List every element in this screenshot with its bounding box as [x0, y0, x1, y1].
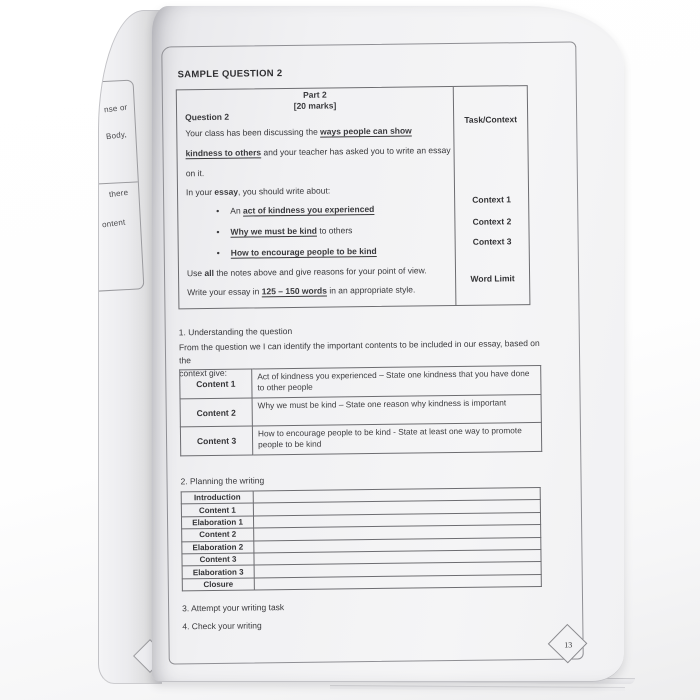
question-line: Your class has been discussing the ways people can show: [185, 125, 412, 138]
bullet-item: • Why we must be kind to others: [186, 219, 446, 243]
question-table: [176, 85, 531, 309]
question-cell: [177, 87, 457, 308]
content-text-cell: How to encourage people to be kind - State at least one way to promote people to be kind: [252, 422, 541, 455]
left-page-text-fragment: Body,: [105, 129, 128, 142]
bullet-item: • How to encourage people to be kind: [187, 240, 447, 264]
bullet-item: • An act of kindness you experienced: [186, 198, 446, 222]
word-limit-line: Write your essay in 125 – 150 words in an appropriate style.: [187, 284, 416, 298]
planning-table: [181, 487, 542, 592]
table-row: [180, 422, 541, 455]
step-3-line: 3. Attempt your writing task: [182, 602, 285, 614]
page-number-diamond: [548, 624, 588, 664]
contents-table: [179, 365, 542, 456]
left-page-text-fragment: nse or: [103, 102, 128, 115]
content-text-cell: Why we must be kind – State one reason why kindness is important: [252, 394, 541, 426]
content-label-cell: Content 1: [180, 369, 252, 399]
left-page-text-fragment: there: [108, 187, 129, 200]
page-stack-edge: [330, 685, 625, 691]
planning-label-cell: Content 3: [182, 553, 254, 566]
marks-label: [20 marks]: [293, 99, 337, 111]
book-page: [152, 6, 624, 682]
label-context-1: Context 1: [472, 194, 512, 205]
label-task-context: Task/Context: [464, 114, 518, 125]
page-heading: SAMPLE QUESTION 2: [177, 68, 283, 81]
table-row: [180, 394, 541, 426]
step-4-line: 4. Check your writing: [182, 620, 262, 632]
left-page-table-row-line: [98, 181, 138, 185]
planning-label-cell: Introduction: [181, 491, 253, 504]
question-line: on it.: [185, 167, 205, 178]
planning-label-cell: Elaboration 1: [181, 516, 253, 529]
question-bullet-list: [186, 198, 447, 264]
page-number: 13: [564, 640, 573, 650]
content-label-cell: Content 2: [180, 398, 252, 427]
section-1-title: 1. Understanding the question: [178, 325, 293, 338]
planning-blank-cell: [254, 574, 541, 590]
content-text-cell: Act of kindness you experienced – State one kindness that you have done to other people: [252, 365, 541, 398]
content-label-cell: Content 3: [180, 426, 252, 456]
question-intro-paragraph: [185, 120, 451, 183]
planning-label-cell: Closure: [182, 578, 254, 591]
planning-label-cell: Elaboration 2: [182, 541, 254, 554]
planning-label-cell: Content 1: [181, 503, 253, 516]
description-line: context give:: [179, 367, 228, 379]
notes-instruction-line: Use all the notes above and give reasons for your point of view.: [186, 265, 427, 279]
section-2-title: 2. Planning the writing: [180, 475, 265, 487]
planning-label-cell: Elaboration 3: [182, 565, 254, 578]
description-line: From the question we I can identify the important contents to be included in our essay, based on the: [178, 337, 540, 366]
label-context-2: Context 2: [472, 216, 512, 227]
page-border-frame: [161, 41, 584, 664]
left-page-text-fragment: ontent: [101, 217, 126, 230]
essay-instruction-line: In your essay, you should write about:: [185, 185, 331, 197]
part-title: Part 2: [302, 89, 327, 100]
question-label: Question 2: [185, 111, 230, 123]
label-context-3: Context 3: [472, 236, 512, 247]
planning-label-cell: Content 2: [182, 528, 254, 541]
question-line: kindness to others and your teacher has asked you to write an essay: [185, 144, 451, 158]
table-row: [180, 365, 541, 398]
context-labels-column: [454, 86, 530, 305]
label-word-limit: Word Limit: [470, 273, 515, 284]
